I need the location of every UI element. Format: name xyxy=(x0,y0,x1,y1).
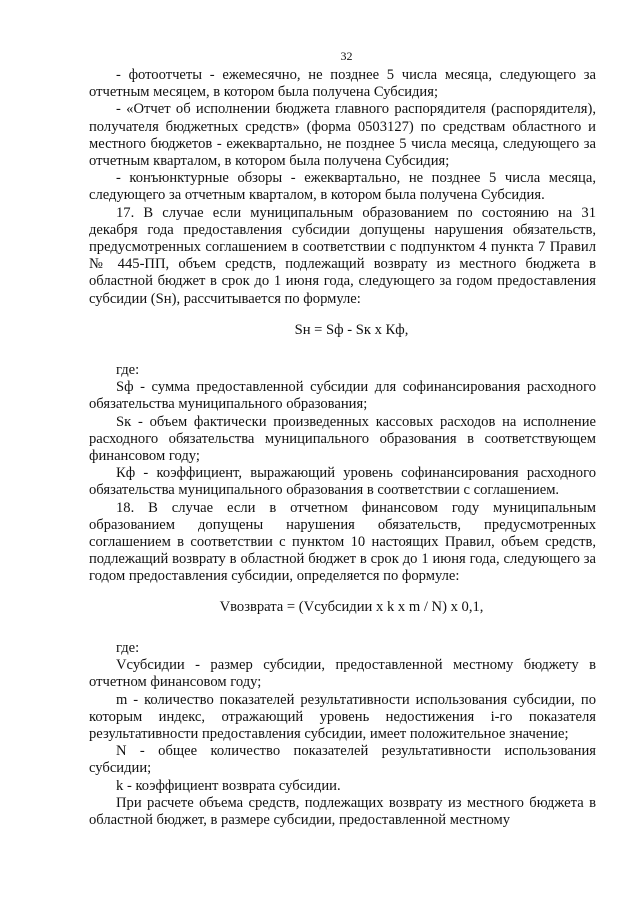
definition-sf: Sф - сумма предоставленной субсидии для софинансирования расходного обязательства муниципального образования; xyxy=(89,379,596,413)
definition-sk: Sк - объем фактически произведенных кассовых расходов на исполнение расходного обязательства муниципального образования в соответствующем финансовом году; xyxy=(89,413,596,465)
paragraph-calculation: При расчете объема средств, подлежащих возврату из местного бюджета в областной бюджет, в размере субсидии, предоставленной местному xyxy=(89,794,596,828)
document-body xyxy=(89,67,596,829)
paragraph-photo-reports: - фотоотчеты - ежемесячно, не позднее 5 числа месяца, следующего за отчетным месяцем, в котором была получена Субсидия; xyxy=(89,67,596,101)
paragraph-market-reviews: - конъюнктурные обзоры - ежеквартально, не позднее 5 числа месяца, следующего за отчетным кварталом, в котором была получена Субсидия. xyxy=(89,170,596,204)
paragraph-item-18: 18. В случае если в отчетном финансовом году муниципальным образованием допущены нарушения обязательств, предусмотренных соглашением в соответствии с пунктом 10 настоящих Правил, объем средств, подлежащий возврату в областной бюджет в срок до 1 июня года, следующего за годом предоставления субсидии, определяется по формуле: xyxy=(89,499,596,585)
where-label-2: где: xyxy=(116,639,140,656)
where-label-1: где: xyxy=(116,362,140,379)
definition-k: k - коэффициент возврата субсидии. xyxy=(116,777,341,794)
page-number: 32 xyxy=(340,49,353,63)
definition-vsubsidy: Vсубсидии - размер субсидии, предоставленной местному бюджету в отчетном финансовом году; xyxy=(89,657,596,691)
definition-n: N - общее количество показателей результативности использования субсидии; xyxy=(89,743,596,777)
formula-sn: Sн = Sф - Sк x Кф, xyxy=(294,321,409,338)
definition-kf: Кф - коэффициент, выражающий уровень софинансирования расходного обязательства муниципального образования в соответствии с соглашением. xyxy=(89,465,596,499)
paragraph-item-17: 17. В случае если муниципальным образованием по состоянию на 31 декабря года предоставления субсидии допущены нарушения обязательств, предусмотренных соглашением в соответствии с подпунктом 4 пункта 7 Правил № 445-ПП, объем средств, подлежащий возврату из местного бюджета в областной бюджет в срок до 1 июня года, следующего за годом предоставления субсидии (Sн), рассчитывается по формуле: xyxy=(89,204,596,307)
definition-m: m - количество показателей результативности использования субсидии, по которым индекс, отражающий уровень недостижения i-го показателя результативности предоставления субсидии, имеет положительное значение; xyxy=(89,691,596,742)
formula-vreturn: Vвозврата = (Vсубсидии x k x m / N) x 0,1, xyxy=(219,598,484,615)
paragraph-budget-report: - «Отчет об исполнении бюджета главного распорядителя (распорядителя), получателя бюджетных средств» (форма 0503127) по средствам областного и местного бюджетов - ежеквартально, не позднее 5 числа месяца, следующего за отчетным кварталом, в котором была получена Субсидия; xyxy=(89,101,596,170)
